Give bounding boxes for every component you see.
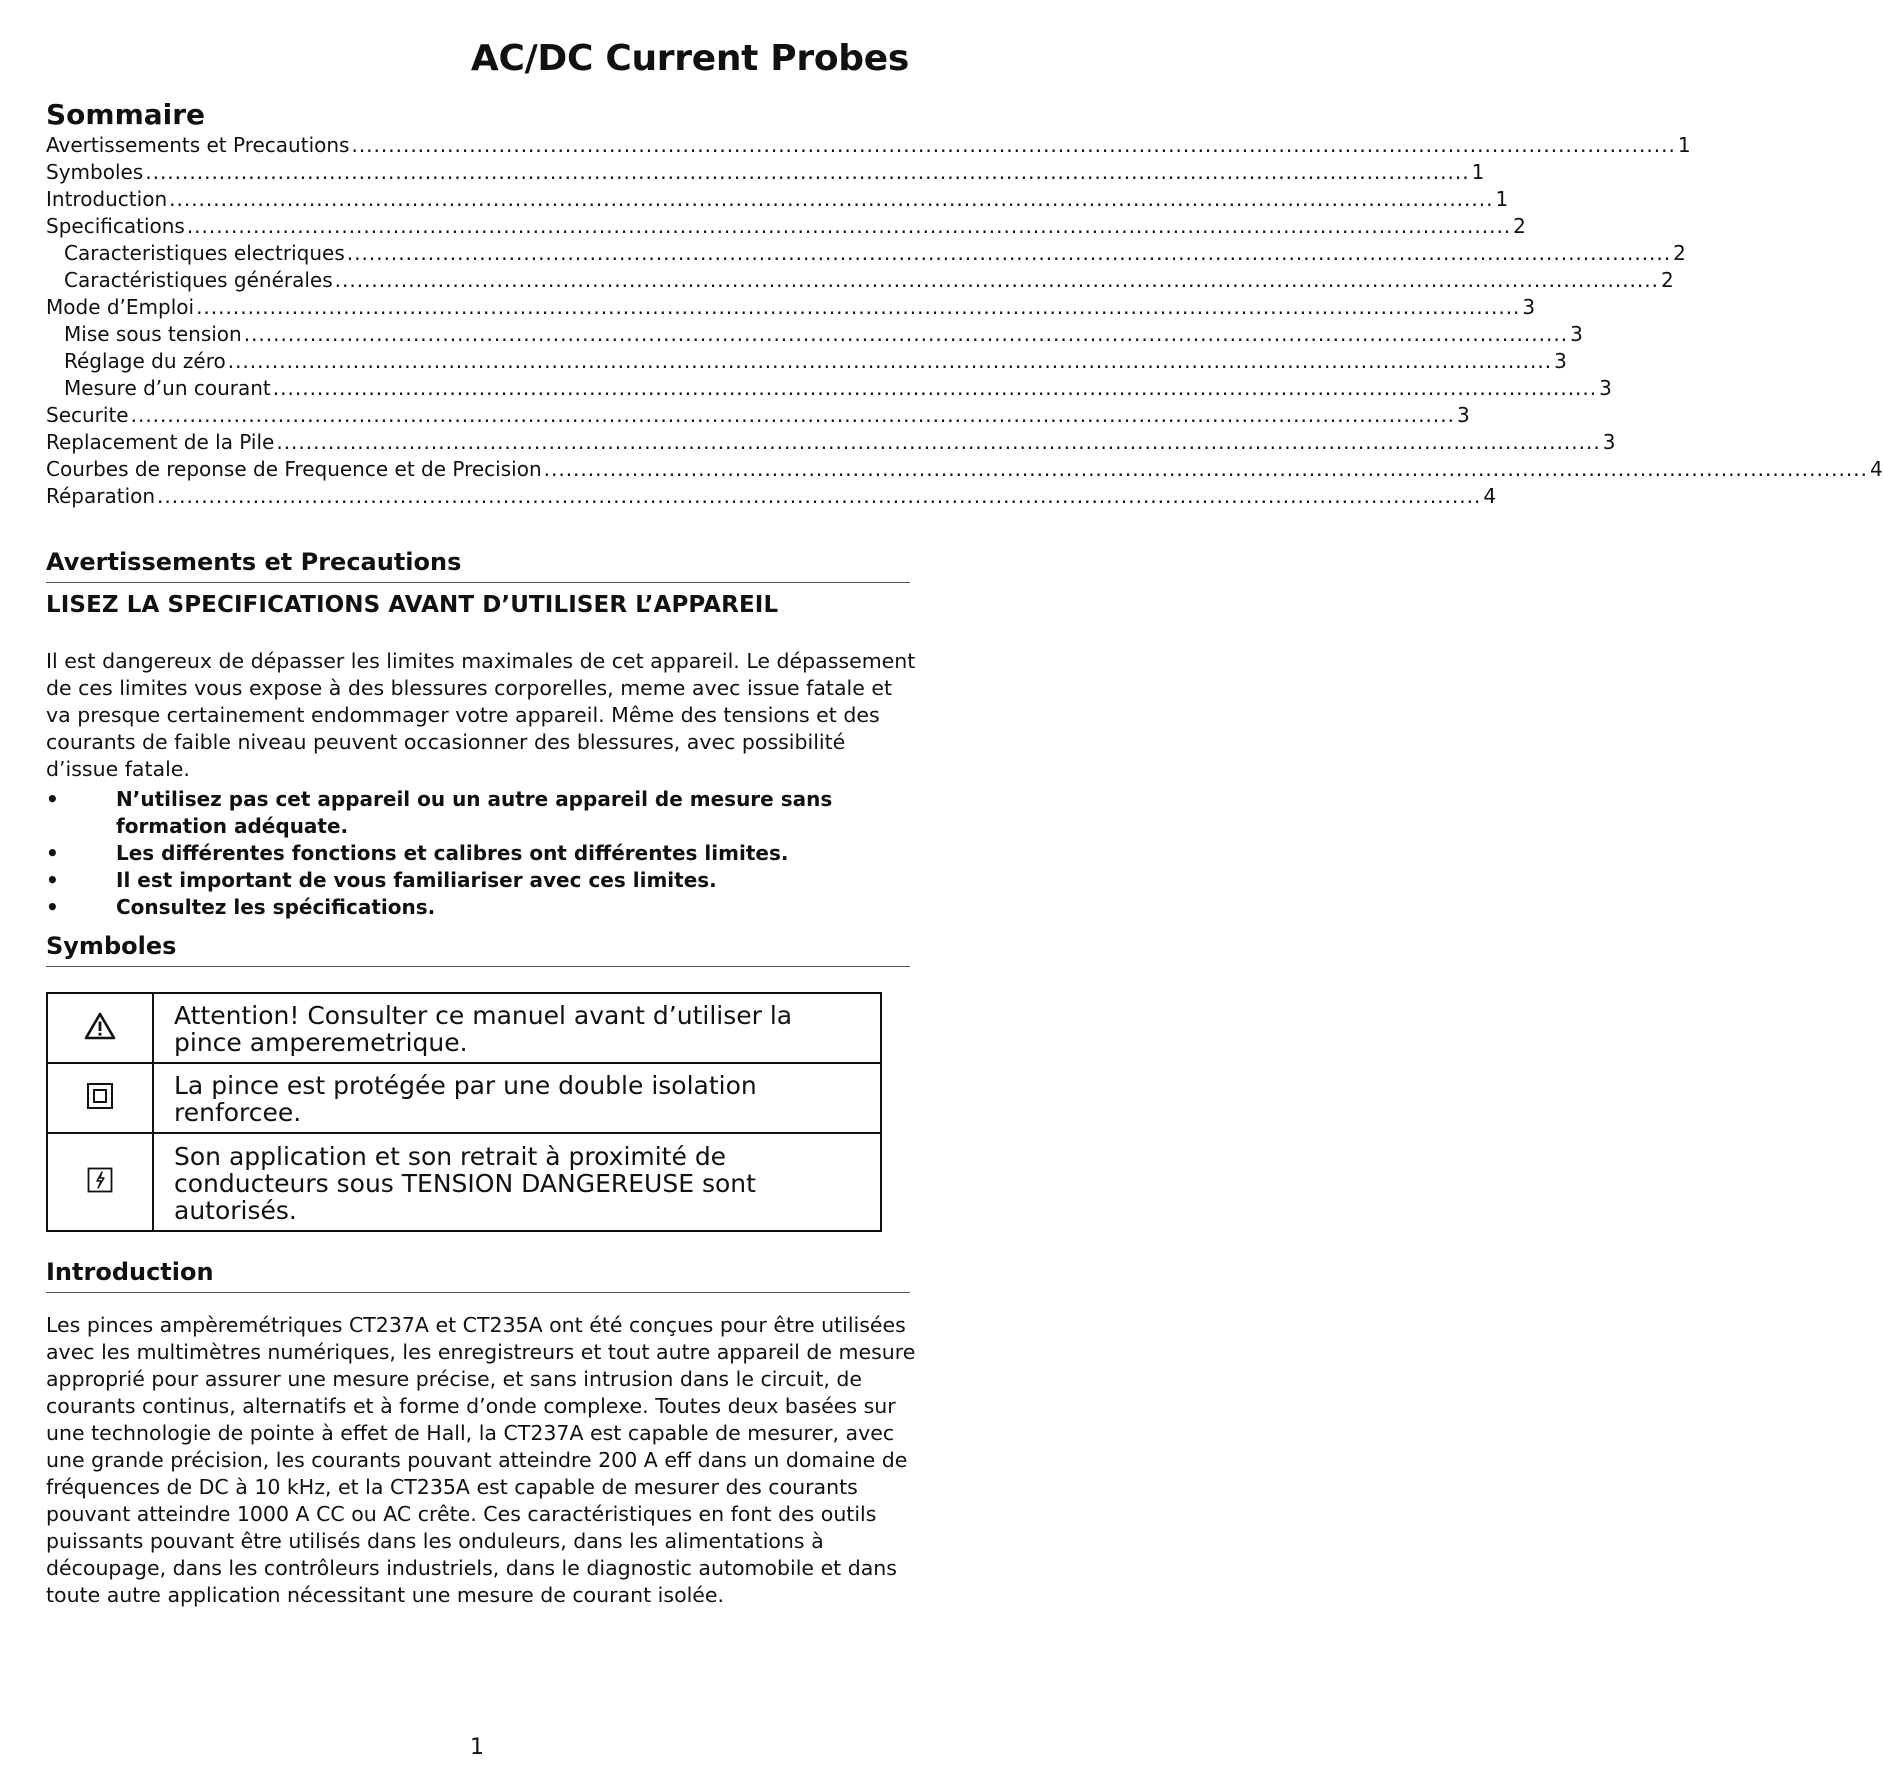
toc-leader-dots: ....................................................................................................................................................................................	[543, 457, 1868, 481]
warnings-heading: Avertissements et Precautions	[46, 548, 910, 583]
toc-entry-page: 1	[1495, 187, 1509, 211]
symbols-table	[46, 992, 882, 1232]
toc-subentry[interactable]	[46, 267, 1674, 294]
toc-entry-page: 1	[1677, 133, 1691, 157]
toc-leader-dots: ....................................................................................................................................................................................	[130, 403, 1455, 427]
bullet-text: Les différentes fonctions et calibres ont différentes limites.	[116, 841, 789, 865]
toc-entry-page: 2	[1513, 214, 1526, 238]
toc-leader-dots: ....................................................................................................................................................................................	[169, 187, 1494, 211]
toc-entry-page: 3	[1554, 349, 1567, 373]
bullet-text: Consultez les spécifications.	[116, 895, 436, 919]
toc-leader-dots: ....................................................................................................................................................................................	[227, 349, 1553, 373]
toc-entry-label: Securite	[46, 403, 129, 427]
toc-entry-label: Avertissements et Precautions	[46, 133, 350, 157]
toc-leader-dots: ....................................................................................................................................................................................	[196, 295, 1521, 319]
warning-bullet-item	[46, 840, 906, 867]
toc-entry-page: 3	[1599, 376, 1612, 400]
symbol-description: Son application et son retrait à proximité de conducteurs sous TENSION DANGEREUSE sont autorisés.	[153, 1133, 881, 1231]
bullet-marker: •	[46, 868, 59, 892]
toc-entry[interactable]	[46, 402, 1470, 429]
toc-leader-dots: ....................................................................................................................................................................................	[272, 376, 1598, 400]
document-title: AC/DC Current Probes	[470, 38, 909, 79]
toc-entry-label: Réglage du zéro	[64, 349, 226, 373]
toc-entry[interactable]	[46, 213, 1526, 240]
symbol-icon-cell	[47, 993, 153, 1063]
warnings-subheading: LISEZ LA SPECIFICATIONS AVANT D’UTILISER L’APPAREIL	[46, 592, 779, 618]
toc-entry[interactable]	[46, 132, 1691, 159]
toc-entry-page: 3	[1522, 295, 1536, 319]
toc-entry-label: Specifications	[46, 214, 185, 238]
toc-leader-dots: ....................................................................................................................................................................................	[145, 160, 1470, 184]
toc-leader-dots: ....................................................................................................................................................................................	[276, 430, 1601, 454]
toc-entry-label: Caractéristiques générales	[64, 268, 333, 292]
hazardous-live-icon	[87, 1167, 113, 1193]
bullet-marker: •	[46, 787, 59, 811]
warnings-paragraph: Il est dangereux de dépasser les limites maximales de cet appareil. Le dépassement de ces limites vous expose à des blessures corporelles, meme avec issue fatale et va presque certainement endommager votre appareil. Même des tensions et des courants de faible niveau peuvent occasionner des blessures, avec possibilité d’issue fatale.	[46, 649, 916, 781]
introduction-heading: Introduction	[46, 1258, 910, 1293]
bullet-text: Il est important de vous familiariser avec ces limites.	[116, 868, 717, 892]
toc-leader-dots: ....................................................................................................................................................................................	[351, 133, 1676, 157]
table-row	[47, 993, 881, 1063]
toc-heading: Sommaire	[46, 98, 206, 131]
toc-entry-label: Introduction	[46, 187, 168, 211]
toc-entry[interactable]	[46, 186, 1509, 213]
toc-entry-label: Caracteristiques electriques	[64, 241, 345, 265]
toc-leader-dots: ....................................................................................................................................................................................	[243, 322, 1569, 346]
toc-leader-dots: ....................................................................................................................................................................................	[334, 268, 1659, 292]
toc-entry-page: 1	[1471, 160, 1485, 184]
bullet-marker: •	[46, 895, 59, 919]
warning-triangle-icon	[84, 1012, 116, 1040]
warning-bullet-item	[46, 894, 906, 921]
double-insulation-icon	[86, 1082, 114, 1110]
table-row	[47, 1133, 881, 1231]
toc-entry-label: Symboles	[46, 160, 144, 184]
toc-entry-page: 3	[1456, 403, 1470, 427]
toc-leader-dots: ....................................................................................................................................................................................	[157, 484, 1482, 508]
table-of-contents	[46, 132, 1883, 510]
toc-entry-page: 2	[1660, 268, 1674, 292]
toc-entry-label: Replacement de la Pile	[46, 430, 275, 454]
toc-entry-page: 2	[1673, 241, 1686, 265]
toc-entry-page: 4	[1869, 457, 1883, 481]
symbol-description: La pince est protégée par une double isolation renforcee.	[153, 1063, 881, 1133]
warning-bullet-item	[46, 786, 906, 840]
toc-subentry[interactable]	[46, 375, 1612, 402]
toc-entry[interactable]	[46, 483, 1497, 510]
symbol-icon-cell	[47, 1133, 153, 1231]
warnings-bullet-list	[46, 786, 906, 921]
toc-entry-label: Courbes de reponse de Frequence et de Precision	[46, 457, 542, 481]
bullet-text: N’utilisez pas cet appareil ou un autre appareil de mesure sans formation adéquate.	[116, 787, 833, 838]
toc-entry[interactable]	[46, 456, 1883, 483]
toc-entry[interactable]	[46, 294, 1536, 321]
table-row	[47, 1063, 881, 1133]
toc-entry-label: Mode d’Emploi	[46, 295, 195, 319]
symbol-description: Attention! Consulter ce manuel avant d’utiliser la pince amperemetrique.	[153, 993, 881, 1063]
toc-entry[interactable]	[46, 159, 1485, 186]
symbol-icon-cell	[47, 1063, 153, 1133]
toc-subentry[interactable]	[46, 240, 1686, 267]
toc-entry-page: 3	[1570, 322, 1583, 346]
toc-entry-page: 4	[1483, 484, 1497, 508]
bullet-marker: •	[46, 841, 59, 865]
toc-leader-dots: ....................................................................................................................................................................................	[346, 241, 1672, 265]
toc-entry-label: Mise sous tension	[64, 322, 242, 346]
toc-subentry[interactable]	[46, 348, 1567, 375]
symbols-heading: Symboles	[46, 932, 910, 967]
page-number: 1	[470, 1735, 484, 1760]
toc-subentry[interactable]	[46, 321, 1583, 348]
toc-entry-label: Mesure d’un courant	[64, 376, 271, 400]
toc-leader-dots: ....................................................................................................................................................................................	[186, 214, 1512, 238]
toc-entry[interactable]	[46, 429, 1616, 456]
warning-bullet-item	[46, 867, 906, 894]
introduction-paragraph: Les pinces ampèremétriques CT237A et CT235A ont été conçues pour être utilisées avec les multimètres numériques, les enregistreurs et tout autre appareil de mesure approprié pour assurer une mesure précise, et sans intrusion dans le circuit, de courants continus, alternatifs et à forme d’onde complexe. Toutes deux basées sur une technologie de pointe à effet de Hall, la CT237A est capable de mesurer, avec une grande précision, les courants pouvant atteindre 200 A eff dans un domaine de fréquences de DC à 10 kHz, et la CT235A est capable de mesurer des courants pouvant atteindre 1000 A CC ou AC crête. Ces caractéristiques en font des outils puissants pouvant être utilisés dans les onduleurs, dans les alimentations à découpage, dans les contrôleurs industriels, dans le diagnostic automobile et dans toute autre application nécessitant une mesure de courant isolée.	[46, 1313, 916, 1607]
toc-entry-page: 3	[1602, 430, 1616, 454]
toc-entry-label: Réparation	[46, 484, 156, 508]
